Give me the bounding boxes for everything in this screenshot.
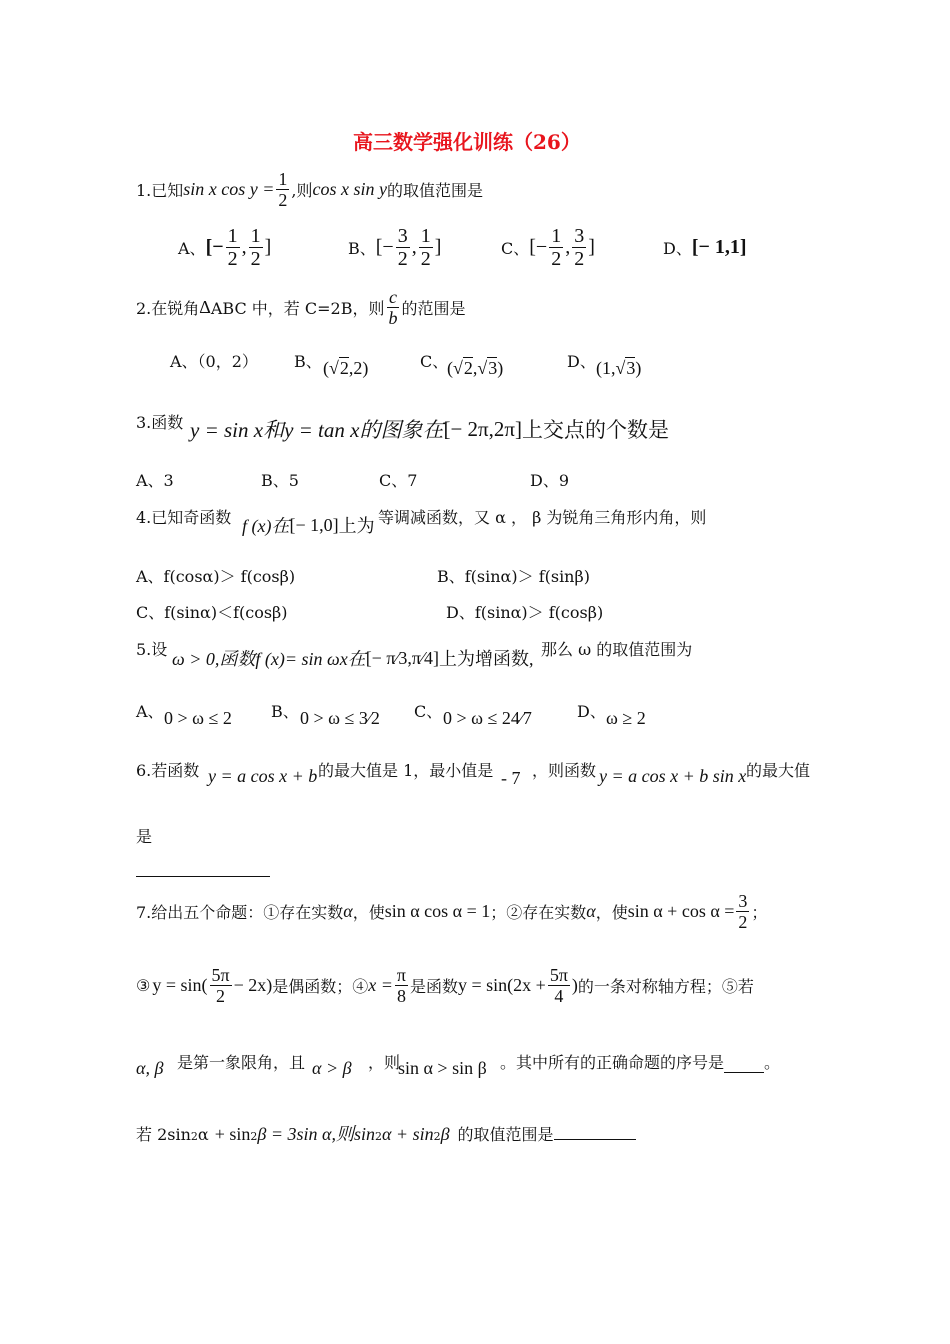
q7-l1-fraction	[736, 892, 749, 931]
q3-option-d: D、9	[530, 471, 570, 490]
q1-opt-c-frac2: $\frac{3}{2}$	[574, 225, 585, 270]
q7-l3-a: 是第一象限角，且	[177, 1053, 306, 1072]
q7-l1-a: 7.给出五个命题：①存在实数	[136, 903, 344, 922]
q1-opt-d-value: [− 1,1]	[691, 236, 747, 258]
q6-mid1: 的最大值是 1，最小值是	[318, 761, 494, 780]
q7-l2-d: 的一条对称轴方程；⑤若	[577, 977, 754, 996]
q2-option-c-value: (√2,√3)	[447, 358, 504, 378]
q7-l3-m1: α, β	[136, 1058, 164, 1078]
q7-l3-end: 。	[764, 1053, 781, 1072]
q1-stem-math: sin x cos y =	[183, 179, 275, 199]
q5-option-b-value: 0 > ω ≤ 3⁄2	[300, 708, 380, 728]
q4-option-c: C、f(sinα)＜f(cosβ)	[136, 603, 288, 622]
q7-l1-frac-num: 3	[738, 891, 748, 911]
q7-l2-m1b: − 2x)	[233, 975, 273, 995]
q1-opt-a-label: A、	[178, 239, 206, 258]
q5-number: 5.设	[136, 640, 168, 659]
q3-option-b: B、5	[261, 471, 299, 490]
q3-math: y = sin x和y = tan x的图象在	[190, 418, 444, 442]
q7-answer-blank[interactable]	[724, 1058, 764, 1073]
q7-l2-m2a: x =	[368, 975, 393, 995]
q3-option-c: C、7	[379, 471, 418, 490]
q3-stem	[190, 414, 669, 444]
q5-tail1: 上为增函数,	[439, 649, 534, 669]
q7-l1-m2: sin α + cos α =	[627, 901, 735, 921]
q1-opt-a-comma: ,	[241, 236, 247, 258]
q8-sup1: 2	[190, 1130, 198, 1143]
q1-opt-c-label: C、	[501, 239, 530, 258]
q1-stem-math2: cos x sin y	[312, 179, 387, 199]
q7-l1-frac-den: 2	[738, 912, 748, 932]
q6-answer-blank[interactable]	[136, 876, 270, 877]
q2-option-b-value: (√2,2)	[323, 358, 369, 378]
q8-sup4: 2	[433, 1130, 441, 1143]
q8-m1: + sin	[214, 1124, 251, 1144]
q2-option-a: A、（0，2）	[170, 352, 258, 371]
q2-fraction	[386, 288, 399, 327]
q8-sup3: 2	[374, 1130, 382, 1143]
q2-option-d-label: D、	[567, 352, 596, 371]
question-2-stem	[136, 288, 466, 327]
q1-option-b	[348, 226, 441, 269]
q7-l3-tail	[500, 1050, 780, 1073]
q7-l2-frac3	[548, 966, 570, 1005]
q8-m4: β	[440, 1124, 450, 1144]
q1-opt-b-comma: ,	[411, 236, 417, 258]
q2-option-c-label: C、	[420, 352, 449, 371]
q8-sup2: 2	[250, 1130, 258, 1143]
q1-option-d	[663, 236, 747, 259]
q7-l3-m3: sin α > sin β	[398, 1058, 487, 1078]
q4-number: 4.已知奇函数	[136, 508, 232, 527]
q1-opt-d-label: D、	[663, 239, 692, 258]
question-1-stem	[136, 170, 483, 209]
q6-wrap: 是	[136, 827, 153, 846]
q1-stem-b: ,则	[291, 181, 313, 200]
q5-option-a-label: A、	[136, 702, 164, 721]
q1-opt-b-frac1: $\frac{3}{2}$	[397, 225, 408, 270]
q8-answer-blank[interactable]	[554, 1125, 636, 1140]
q7-l1-d: ，使	[595, 903, 628, 922]
q2-option-d-value: (1,√3)	[596, 358, 642, 378]
q7-l2-c: 是函数	[410, 977, 459, 996]
q5-interval: [− π⁄3,π⁄4]	[365, 647, 440, 668]
q5-option-b-label: B、	[271, 702, 299, 721]
q2-frac-num: c	[388, 287, 397, 307]
q6-math1: y = a cos x + b	[208, 766, 318, 786]
q8-line	[136, 1120, 636, 1146]
q7-l3-b: ，则	[368, 1053, 401, 1072]
q4-fx: f (x)在	[242, 516, 290, 536]
q8-a: 若 2sin	[136, 1125, 191, 1144]
q4-tail2: 等调减函数，又 α ， β 为锐角三角形内角，则	[378, 508, 707, 527]
q1-stem-c: 的取值范围是	[386, 181, 483, 200]
q7-l2-f1-den: 2	[216, 986, 226, 1006]
q2-triangle: Δ	[199, 297, 211, 317]
q4-interval: [− 1,0]	[289, 514, 339, 535]
q1-opt-a-frac2: $\frac{1}{2}$	[250, 225, 261, 270]
q1-opt-a-close: ]	[264, 236, 272, 258]
q1-opt-c-frac1: $\frac{1}{2}$	[551, 225, 562, 270]
q6-mid2: ，则函数	[532, 761, 597, 780]
q6-math2: y = a cos x + b sin x	[599, 766, 747, 786]
q1-opt-c-comma: ,	[565, 236, 571, 258]
q1-opt-b-label: B、	[348, 239, 376, 258]
q7-l1-m1: sin α cos α = 1	[384, 901, 491, 921]
q5-option-c-label: C、	[414, 702, 443, 721]
q1-opt-b-frac2: $\frac{1}{2}$	[420, 225, 431, 270]
q8-m2: β = 3sin α,则sin	[257, 1124, 375, 1144]
q7-l2-f3-den: 4	[554, 986, 564, 1006]
q6-minval: - 7	[501, 768, 521, 788]
q1-frac-num: 1	[278, 169, 288, 189]
q4-option-b: B、f(sinα)＞ f(sinβ)	[437, 567, 590, 586]
page-title: 高三数学强化训练（26）	[353, 130, 581, 154]
q4-option-d: D、f(sinα)＞ f(cosβ)	[446, 603, 604, 622]
q7-l2-f2-num: π	[396, 965, 406, 985]
q7-l2-b: 是偶函数；④	[272, 977, 369, 996]
q2-option-b-label: B、	[294, 352, 322, 371]
q1-fraction	[276, 170, 289, 209]
q5-math: ω > 0,函数f (x)= sin ωx在	[172, 649, 366, 669]
q7-l1-c: ；②存在实数	[490, 903, 587, 922]
q5-option-d-value: ω ≥ 2	[606, 708, 646, 728]
q6-number: 6.若函数	[136, 761, 200, 780]
q3-interval: [− 2π,2π]	[443, 416, 523, 441]
q1-option-a	[178, 226, 271, 269]
q1-frac-den: 2	[278, 190, 288, 210]
q2-stem-a: 2.在锐角	[136, 299, 200, 318]
q1-opt-b-close: ]	[434, 236, 442, 258]
q3-number: 3.函数	[136, 413, 184, 432]
q5-stem-math	[172, 645, 534, 671]
q7-l2-frac1	[210, 966, 232, 1005]
q7-l1-e: ；	[751, 903, 768, 922]
q2-stem-b: ABC 中，若 C=2B，则	[210, 299, 385, 318]
q7-l2-a: ③	[136, 976, 151, 995]
q1-opt-c-open: [−	[529, 236, 548, 258]
q1-opt-c-close: ]	[588, 236, 595, 258]
q8-tail: 的取值范围是	[457, 1125, 554, 1144]
q1-opt-b-open: [−	[375, 236, 394, 258]
q7-l2-m3b: )	[571, 975, 578, 995]
q7-l3-c: 。其中所有的正确命题的序号是	[500, 1053, 725, 1072]
q2-frac-den: b	[388, 308, 398, 328]
q5-option-a-value: 0 > ω ≤ 2	[164, 708, 232, 728]
q7-line-1	[136, 892, 767, 931]
q3-option-a: A、3	[136, 471, 174, 490]
q8-b: α	[197, 1125, 209, 1144]
q1-opt-a-frac1: $\frac{1}{2}$	[227, 225, 238, 270]
q6-tail: 的最大值	[746, 761, 811, 780]
q1-stem-a: 1.已知	[136, 181, 184, 200]
q5-option-c-value: 0 > ω ≤ 24⁄7	[443, 708, 532, 728]
q1-option-c	[501, 226, 595, 269]
q7-l2-m3a: y = sin(2x +	[458, 975, 546, 995]
q4-stem-math	[242, 512, 375, 538]
q7-l1-b: ，使	[352, 903, 385, 922]
q2-stem-c: 的范围是	[401, 299, 466, 318]
q7-l2-frac2	[395, 966, 408, 1005]
q7-l2-f2-den: 8	[396, 986, 406, 1006]
q5-tail2: 那么 ω 的取值范围为	[541, 640, 693, 659]
q4-option-a: A、f(cosα)＞ f(cosβ)	[136, 567, 296, 586]
q1-opt-a-value: [−	[205, 236, 224, 258]
q7-l2-m1a: y = sin(	[152, 975, 208, 995]
q7-l2-f3-num: 5π	[549, 965, 568, 985]
q7-l2-f1-num: 5π	[211, 965, 230, 985]
q7-l1-alpha: α	[343, 901, 353, 921]
q7-l1-alpha2: α	[586, 901, 596, 921]
q3-tail: 上交点的个数是	[522, 418, 670, 442]
q5-option-d-label: D、	[577, 702, 606, 721]
q4-tail1: 上为	[338, 516, 375, 536]
q7-line-2	[136, 966, 754, 1005]
q8-m3: α + sin	[381, 1124, 434, 1144]
q7-l3-m2: α > β	[312, 1058, 352, 1078]
